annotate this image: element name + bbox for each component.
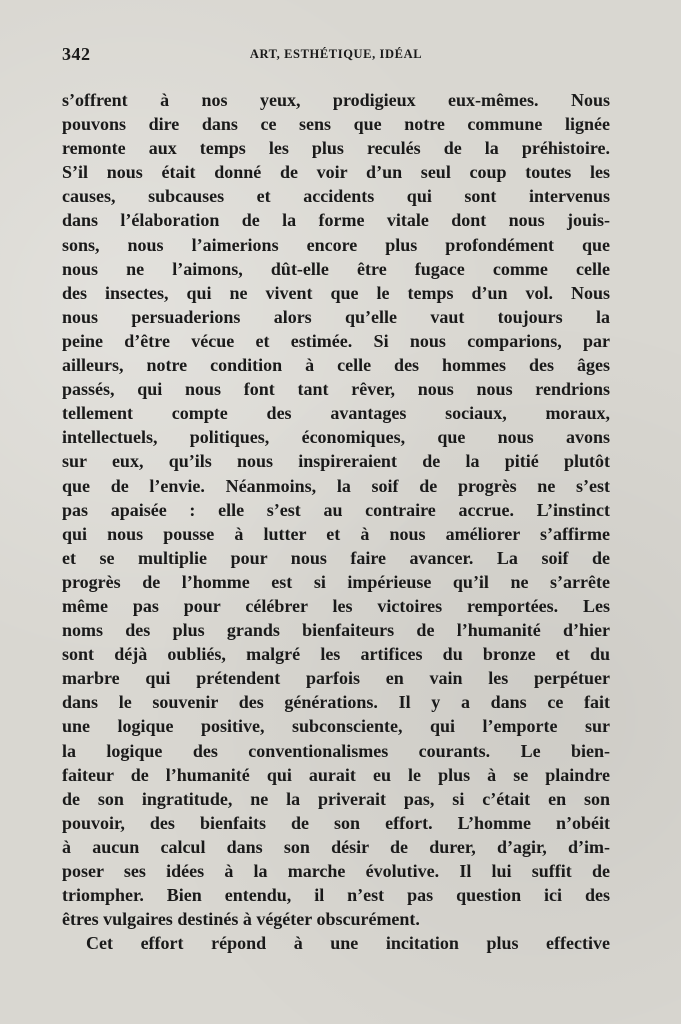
body-text [62,88,610,955]
text-line: intellectuels, politiques, économiques, que nous avons [62,427,610,448]
text-line: triompher. Bien entendu, il n’est pas question ici des [62,885,610,906]
text-line: peine d’être vécue et estimée. Si nous comparions, par [62,330,610,351]
text-line: une logique positive, subconsciente, qui l’emporte sur [62,716,610,737]
paragraph [62,88,610,931]
text-line: nous ne l’aimons, dût-elle être fugace comme celle [62,258,610,279]
text-line: même pas pour célébrer les victoires remportées. Les [62,595,610,616]
text-line: et se multiplie pour nous faire avancer. La soif de [62,547,610,568]
text-line: passés, qui nous font tant rêver, nous nous rendrions [62,379,610,400]
text-line: de son ingratitude, ne la priverait pas, si c’était en son [62,788,610,809]
text-line: poser ses idées à la marche évolutive. Il lui suffit de [62,861,610,881]
text-line: nous persuaderions alors qu’elle vaut toujours la [62,306,610,327]
text-line: sons, nous l’aimerions encore plus profondément que [62,234,610,255]
text-line: marbre qui prétendent parfois en vain les perpétuer [62,668,610,689]
page-header [62,44,610,68]
text-line: êtres vulgaires destinés à végéter obscurément. [62,909,420,930]
text-line: sont déjà oubliés, malgré les artifices du bronze et du [62,644,610,665]
text-line: remonte aux temps les plus reculés de la préhistoire. [62,138,610,159]
text-line: que de l’envie. Néanmoins, la soif de progrès ne s’est [62,475,610,496]
text-line: Cet effort répond à une incitation plus effective [86,933,610,954]
text-line: progrès de l’homme est si impérieuse qu’il ne s’arrête [62,571,610,592]
text-line: S’il nous était donné de voir d’un seul coup toutes les [62,162,610,183]
paragraph [62,931,610,955]
text-line: sur eux, qu’ils nous inspireraient de la pitié plutôt [62,451,610,472]
text-line: pas apaisée : elle s’est au contraire accrue. L’instinct [62,499,610,520]
text-line: noms des plus grands bienfaiteurs de l’humanité d’hier [62,620,610,641]
text-line: dans l’élaboration de la forme vitale dont nous jouis- [62,210,610,231]
text-line: causes, subcauses et accidents qui sont intervenus [62,186,610,207]
running-title: ART, ESTHÉTIQUE, IDÉAL [249,47,423,61]
text-line: à aucun calcul dans son désir de durer, d’agir, d’im- [62,836,610,857]
text-line: la logique des conventionalismes courants. Le bien- [62,740,610,761]
text-line: des insectes, qui ne vivent que le temps d’un vol. Nous [62,282,610,303]
text-line: dans le souvenir des générations. Il y a dans ce fait [62,692,610,713]
text-line: tellement compte des avantages sociaux, moraux, [62,403,610,424]
page-number: 342 [62,44,91,64]
text-line: qui nous pousse à lutter et à nous améliorer s’affirme [62,523,610,544]
text-line: faiteur de l’humanité qui aurait eu le plus à se plaindre [62,764,610,785]
text-line: pouvons dire dans ce sens que notre commune lignée [62,114,610,135]
text-line: pouvoir, des bienfaits de son effort. L’homme n’obéit [62,812,610,833]
text-line: s’offrent à nos yeux, prodigieux eux-mêmes. Nous [62,90,610,110]
text-line: ailleurs, notre condition à celle des hommes des âges [62,355,610,376]
